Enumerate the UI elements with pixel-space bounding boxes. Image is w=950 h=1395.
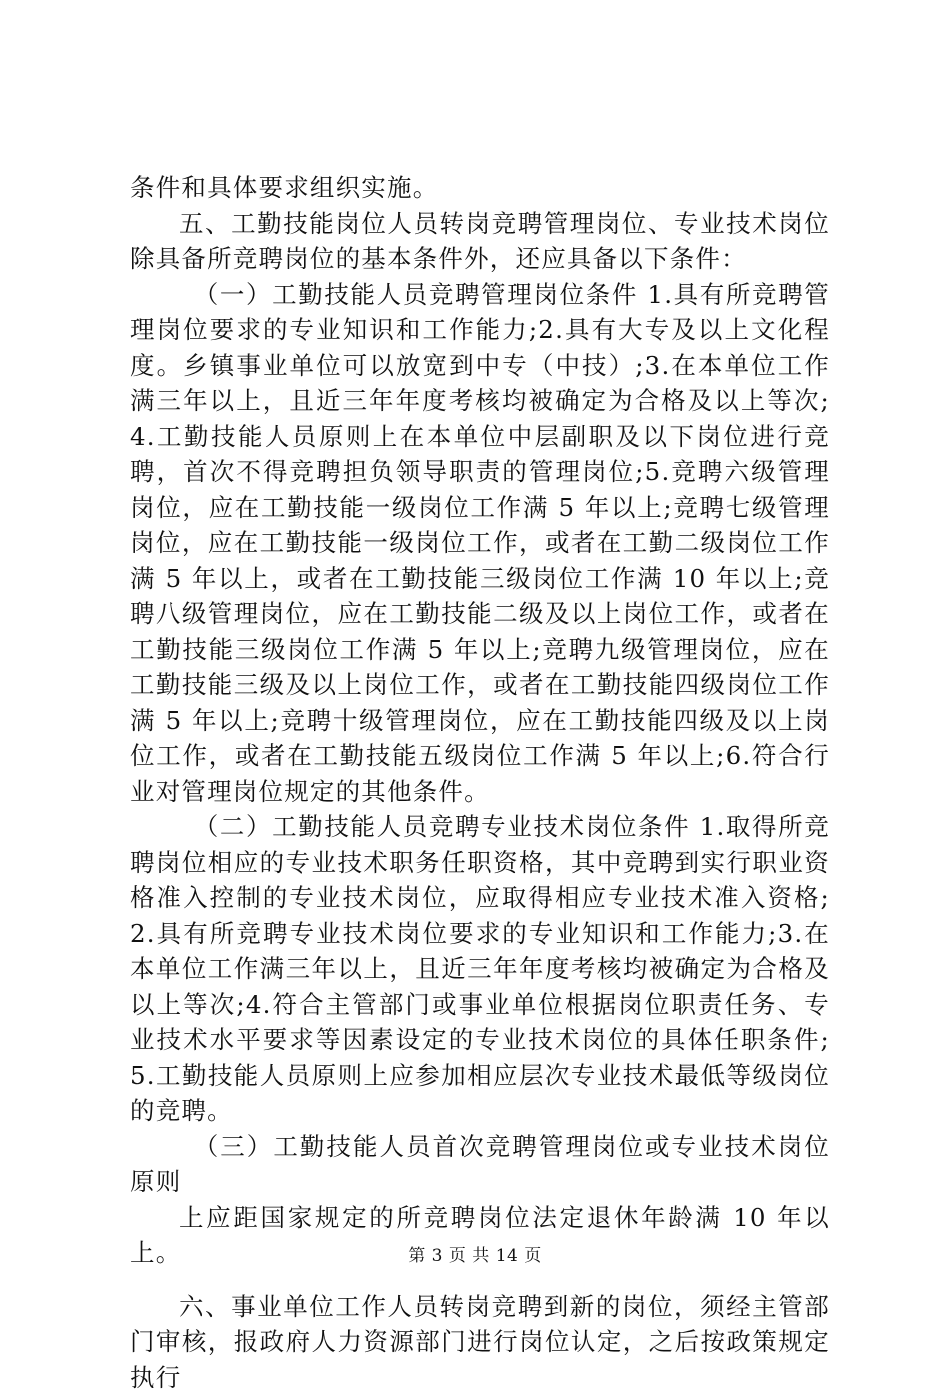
paragraph-section-six: 六、事业单位工作人员转岗竞聘到新的岗位，须经主管部门审核，报政府人力资源部门进行岗位认定，之后按政策规定执行	[130, 1289, 830, 1395]
paragraph-section-five: 五、工勤技能岗位人员转岗竞聘管理岗位、专业技术岗位除具备所竞聘岗位的基本条件外，还应具备以下条件：	[130, 206, 830, 277]
paragraph-continuation: 条件和具体要求组织实施。	[130, 170, 830, 206]
page-number-footer: 第 3 页 共 14 页	[0, 1241, 950, 1266]
document-body	[130, 170, 830, 1395]
paragraph-condition-two: （二）工勤技能人员竞聘专业技术岗位条件 1.取得所竞聘岗位相应的专业技术职务任职资格，其中竞聘到实行职业资格准入控制的专业技术岗位，应取得相应专业技术准入资格;2.具有所竞聘专业技术岗位要求的专业知识和工作能力;3.在本单位工作满三年以上，且近三年年度考核均被确定为合格及以上等次;4.符合主管部门或事业单位根据岗位职责任务、专业技术水平要求等因素设定的专业技术岗位的具体任职条件;5.工勤技能人员原则上应参加相应层次专业技术最低等级岗位的竞聘。	[130, 809, 830, 1129]
paragraph-condition-three: （三）工勤技能人员首次竞聘管理岗位或专业技术岗位原则	[130, 1129, 830, 1200]
paragraph-condition-one: （一）工勤技能人员竞聘管理岗位条件 1.具有所竞聘管理岗位要求的专业知识和工作能力;2.具有大专及以上文化程度。乡镇事业单位可以放宽到中专（中技）;3.在本单位工作满三年以上，且近三年年度考核均被确定为合格及以上等次;4.工勤技能人员原则上在本单位中层副职及以下岗位进行竞聘，首次不得竞聘担负领导职责的管理岗位;5.竞聘六级管理岗位，应在工勤技能一级岗位工作满 5 年以上;竞聘七级管理岗位，应在工勤技能一级岗位工作，或者在工勤二级岗位工作满 5 年以上，或者在工勤技能三级岗位工作满 10 年以上;竞聘八级管理岗位，应在工勤技能二级及以上岗位工作，或者在工勤技能三级岗位工作满 5 年以上;竞聘九级管理岗位，应在工勤技能三级及以上岗位工作，或者在工勤技能四级岗位工作满 5 年以上;竞聘十级管理岗位，应在工勤技能四级及以上岗位工作，或者在工勤技能五级岗位工作满 5 年以上;6.符合行业对管理岗位规定的其他条件。	[130, 277, 830, 810]
paragraph-retirement-age: 上应距国家规定的所竞聘岗位法定退休年龄满 10 年以上。	[130, 1200, 830, 1271]
